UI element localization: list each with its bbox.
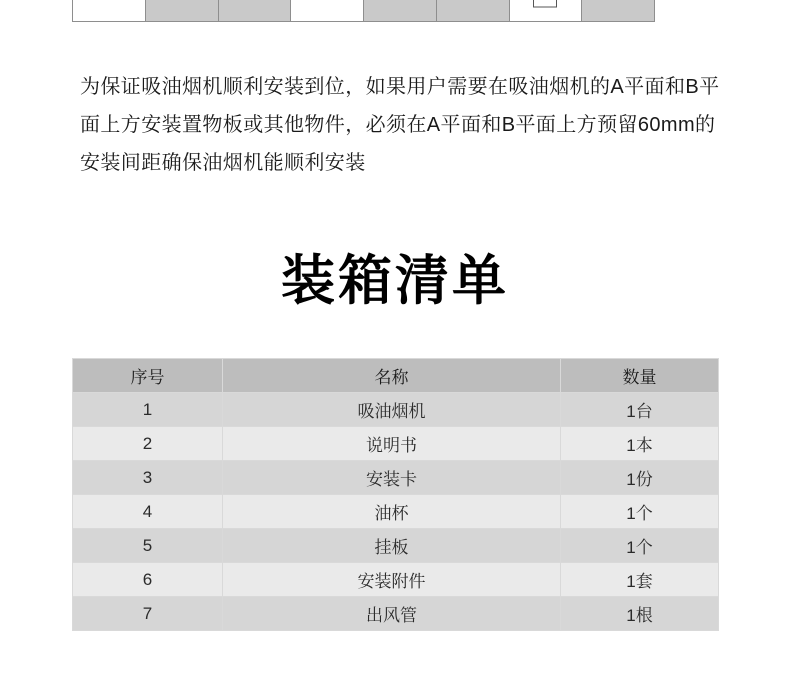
cell-qty: 1套 (561, 563, 719, 597)
table-header-row (73, 359, 719, 393)
cell-name: 吸油烟机 (223, 393, 561, 427)
top-cell (582, 0, 655, 22)
cell-no: 7 (73, 597, 223, 631)
top-cell (436, 0, 509, 22)
table-row (73, 529, 719, 563)
table-row (73, 461, 719, 495)
top-cell (73, 0, 146, 22)
cell-name: 说明书 (223, 427, 561, 461)
top-cell (291, 0, 364, 22)
table-row (73, 427, 719, 461)
top-cell (145, 0, 218, 22)
top-partial-table-grid (72, 0, 655, 22)
cell-qty: 1份 (561, 461, 719, 495)
cell-no: 5 (73, 529, 223, 563)
top-cell-with-box (509, 0, 582, 22)
cell-no: 1 (73, 393, 223, 427)
cell-qty: 1个 (561, 529, 719, 563)
cell-name: 出风管 (223, 597, 561, 631)
cell-no: 6 (73, 563, 223, 597)
table-row (73, 495, 719, 529)
column-header-name: 名称 (223, 359, 561, 393)
cell-no: 2 (73, 427, 223, 461)
cell-qty: 1本 (561, 427, 719, 461)
box-icon (533, 0, 557, 8)
cell-name: 油杯 (223, 495, 561, 529)
installation-note-paragraph: 为保证吸油烟机顺利安装到位，如果用户需要在吸油烟机的A平面和B平面上方安装置物板或其他物件，必须在A平面和B平面上方预留60mm的安装间距确保油烟机能顺利安装 (80, 76, 720, 174)
top-cell (364, 0, 437, 22)
cell-name: 挂板 (223, 529, 561, 563)
cell-qty: 1根 (561, 597, 719, 631)
table-row (73, 597, 719, 631)
cell-name: 安装卡 (223, 461, 561, 495)
table-row (73, 393, 719, 427)
cell-qty: 1台 (561, 393, 719, 427)
table-row (73, 563, 719, 597)
packing-list (72, 358, 718, 631)
cell-no: 4 (73, 495, 223, 529)
column-header-qty: 数量 (561, 359, 719, 393)
cell-no: 3 (73, 461, 223, 495)
packing-list-table (72, 358, 719, 631)
cell-name: 安装附件 (223, 563, 561, 597)
column-header-no: 序号 (73, 359, 223, 393)
cell-qty: 1个 (561, 495, 719, 529)
page-title: 装箱清单 (281, 251, 509, 311)
top-partial-table (72, 0, 655, 22)
top-cell (218, 0, 291, 22)
